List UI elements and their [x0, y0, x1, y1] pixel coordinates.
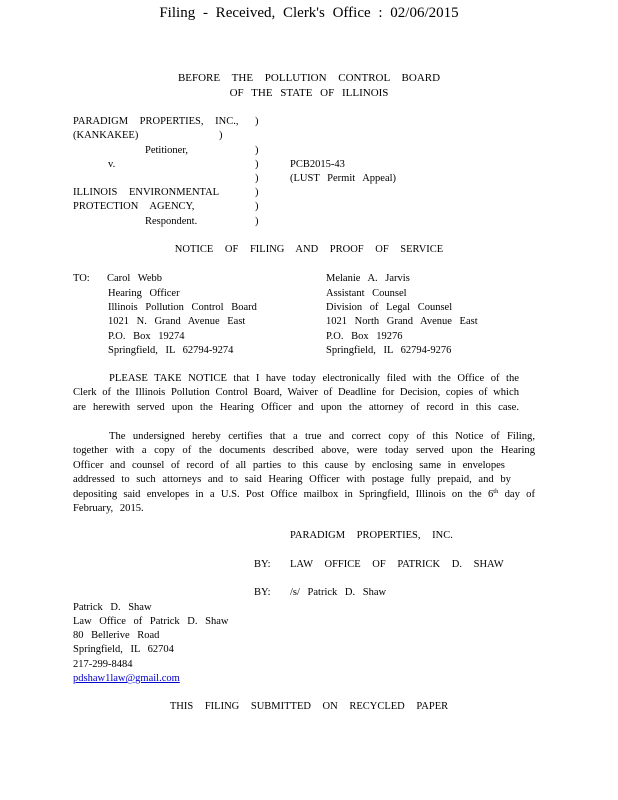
caption-paren: ) — [255, 116, 259, 127]
paragraph-line-tail: day of — [498, 488, 535, 500]
caption-paren: ) — [255, 187, 259, 198]
recipient-left-line: 1021 N. Grand Avenue East — [108, 316, 246, 327]
certification-paragraph — [73, 430, 535, 516]
attorney-line: Patrick D. Shaw — [73, 602, 152, 613]
recipient-left-line: P.O. Box 19274 — [108, 331, 185, 342]
recycled-paper-footer: THIS FILING SUBMITTED ON RECYCLED PAPER — [169, 701, 449, 712]
paragraph-line: together with a copy of the documents described above, were today served upon the Hearing — [73, 445, 535, 457]
caption-paren: ) — [255, 159, 259, 170]
paragraph-line: Officer and counsel of record of all parties to this cause by enclosing same in envelopes — [73, 459, 505, 471]
recipient-right-line: Division of Legal Counsel — [326, 302, 453, 313]
recipient-left-line: Carol Webb — [107, 273, 162, 284]
recipient-left-line: Illinois Pollution Control Board — [108, 302, 257, 313]
attorney-email[interactable]: pdshaw1law@gmail.com — [73, 673, 180, 684]
paragraph-line-text: depositing said envelopes in a U.S. Post Office mailbox in Springfield, Illinois on the 6 — [73, 488, 494, 500]
paragraph-line — [73, 488, 535, 502]
filing-stamp: Filing - Received, Clerk's Office : 02/06/2015 — [159, 5, 459, 21]
case-type: (LUST Permit Appeal) — [290, 173, 397, 184]
notice-paragraph — [73, 372, 519, 415]
to-label: TO: — [73, 273, 90, 284]
signature-law-office: LAW OFFICE OF PATRICK D. SHAW — [290, 559, 504, 570]
paragraph-line: PLEASE TAKE NOTICE that I have today electronically filed with the Office of the — [109, 373, 519, 384]
caption-paren: ) — [255, 173, 259, 184]
notice-title: NOTICE OF FILING AND PROOF OF SERVICE — [174, 244, 444, 255]
recipient-right-line: Melanie A. Jarvis — [326, 273, 410, 284]
caption-paren: ) — [219, 130, 223, 141]
court-heading-line1: BEFORE THE POLLUTION CONTROL BOARD — [177, 72, 441, 84]
attorney-phone: 217-299-8484 — [73, 659, 133, 670]
petitioner-name: PARADIGM PROPERTIES, INC., — [73, 116, 239, 127]
petitioner-role: Petitioner, — [145, 145, 189, 156]
recipient-right-line: 1021 North Grand Avenue East — [326, 316, 478, 327]
ordinal-suffix: th — [493, 487, 499, 495]
respondent-name: ILLINOIS ENVIRONMENTAL — [73, 187, 220, 198]
case-number: PCB2015-43 — [290, 159, 345, 170]
caption-paren: ) — [255, 201, 259, 212]
by-label: BY: — [254, 587, 271, 598]
attorney-email-link[interactable] — [73, 673, 196, 684]
caption-paren: ) — [255, 145, 259, 156]
electronic-signature: /s/ Patrick D. Shaw — [290, 587, 387, 598]
recipient-right-line: Springfield, IL 62794-9276 — [326, 345, 452, 356]
paragraph-line: Clerk of the Illinois Pollution Control Board, Waiver of Deadline for Decision, copies of which — [73, 387, 519, 399]
paragraph-line: The undersigned hereby certifies that a true and correct copy of this Notice of Filing, — [109, 431, 535, 442]
paragraph-line: are herewith served upon the Hearing Officer and upon the attorney of record in this case. — [73, 401, 519, 413]
recipient-left-line: Springfield, IL 62794-9274 — [108, 345, 234, 356]
versus: v. — [108, 159, 116, 170]
recipient-right-line: Assistant Counsel — [326, 288, 407, 299]
recipient-right-line: P.O. Box 19276 — [326, 331, 403, 342]
attorney-line: 80 Bellerive Road — [73, 630, 160, 641]
by-label: BY: — [254, 559, 271, 570]
signature-party: PARADIGM PROPERTIES, INC. — [290, 530, 453, 541]
court-heading-line2: OF THE STATE OF ILLINOIS — [229, 87, 389, 99]
respondent-role: Respondent. — [145, 216, 198, 227]
paragraph-line: February, 2015. — [73, 503, 144, 515]
attorney-line: Law Office of Patrick D. Shaw — [73, 616, 229, 627]
caption-paren: ) — [255, 216, 259, 227]
recipient-left-line: Hearing Officer — [108, 288, 180, 299]
paragraph-line: addressed to such attorneys and to said Hearing Officer with postage fully prepaid, and by — [73, 474, 511, 486]
attorney-line: Springfield, IL 62704 — [73, 644, 174, 655]
respondent-agency: PROTECTION AGENCY, — [73, 201, 195, 212]
petitioner-location: (KANKAKEE) — [73, 130, 139, 141]
